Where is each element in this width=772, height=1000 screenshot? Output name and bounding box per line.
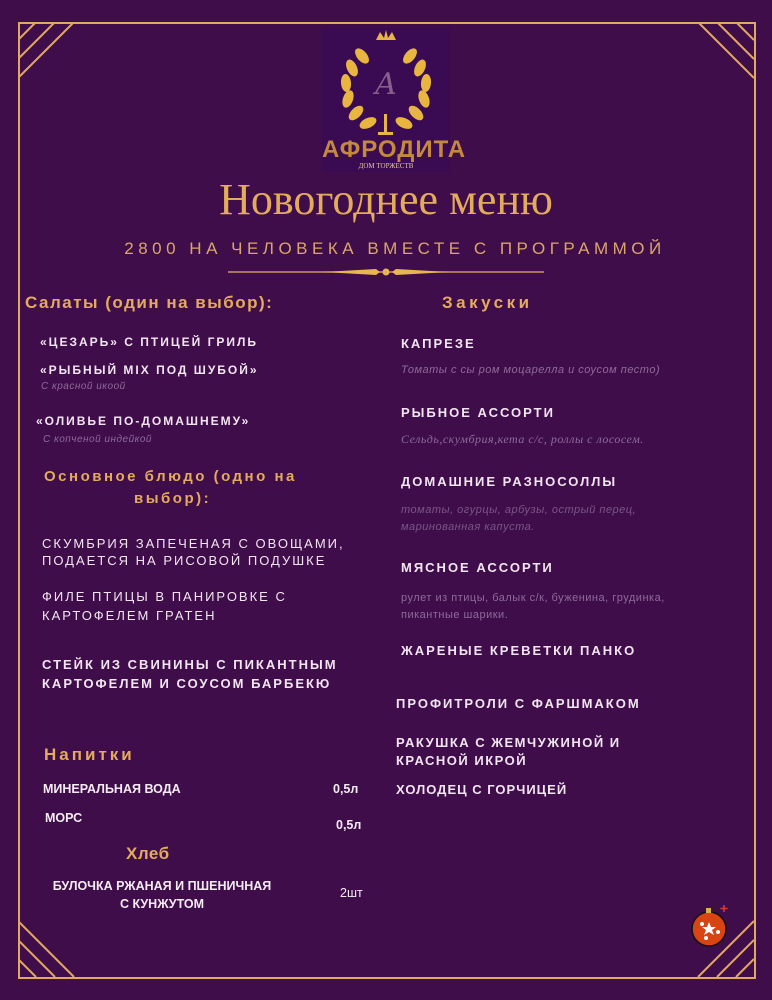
main-item-line: КАРТОФЕЛЕМ И СОУСОМ БАРБЕКЮ bbox=[42, 676, 332, 691]
bread-item-line: С КУНЖУТОМ bbox=[119, 897, 205, 911]
logo-subtitle: ДОМ ТОРЖЕСТВ bbox=[358, 162, 414, 170]
christmas-ornament-icon bbox=[686, 900, 730, 950]
appetizer-desc bbox=[401, 502, 636, 536]
appetizer-item: ХОЛОДЕЦ С ГОРЧИЦЕЙ bbox=[396, 782, 568, 797]
appetizer-desc-line: пикантные шарики. bbox=[401, 609, 509, 621]
main-item-line: ПОДАЕТСЯ НА РИСОВОЙ ПОДУШКЕ bbox=[42, 553, 327, 568]
mains-heading-2: выбор): bbox=[134, 490, 212, 507]
bread-item-line: БУЛОЧКА РЖАНАЯ И ПШЕНИЧНАЯ bbox=[52, 879, 272, 893]
appetizer-item: КАПРЕЗЕ bbox=[401, 336, 476, 351]
bread-qty: 2шт bbox=[340, 886, 363, 900]
salad-item: «ОЛИВЬЕ ПО-ДОМАШНЕМУ» bbox=[36, 414, 251, 428]
appetizer-item-line: РАКУШКА С ЖЕМЧУЖИНОЙ И bbox=[396, 735, 621, 750]
appetizer-item bbox=[396, 734, 621, 770]
bread-heading: Хлеб bbox=[126, 844, 170, 863]
appetizer-desc bbox=[401, 590, 665, 624]
appetizer-item-line: КРАСНОЙ ИКРОЙ bbox=[396, 753, 528, 768]
salad-desc: С копченой индейкой bbox=[43, 434, 152, 445]
appetizer-item: ДОМАШНИЕ РАЗНОСОЛЛЫ bbox=[401, 474, 618, 489]
appetizer-desc-line: рулет из птицы, балык с/к, буженина, грудинка, bbox=[401, 592, 665, 604]
salad-item: «РЫБНЫЙ MIX ПОД ШУБОЙ» bbox=[40, 363, 259, 377]
appetizer-desc: Сельдь,скумбрия,кета с/с, роллы с лососем. bbox=[401, 432, 644, 446]
main-item bbox=[42, 587, 287, 625]
appetizer-item: РЫБНОЕ АССОРТИ bbox=[401, 405, 555, 420]
drink-name: МИНЕРАЛЬНАЯ ВОДА bbox=[43, 782, 181, 796]
salads-heading: Салаты (один на выбор): bbox=[25, 293, 274, 312]
main-item-line: КАРТОФЕЛЕМ ГРАТЕН bbox=[42, 608, 217, 623]
drink-qty: 0,5л bbox=[336, 818, 362, 832]
appetizer-desc-line: томаты, огурцы, арбузы, острый перец, bbox=[401, 504, 637, 516]
logo-monogram: A bbox=[375, 67, 397, 102]
corner-ornament-top-right bbox=[696, 22, 754, 82]
salad-item: «ЦЕЗАРЬ» С ПТИЦЕЙ ГРИЛЬ bbox=[40, 335, 259, 349]
appetizer-desc: Томаты с сы ром моцарелла и соусом песто) bbox=[401, 364, 661, 376]
drink-qty: 0,5л bbox=[333, 782, 359, 796]
drink-name: МОРС bbox=[45, 811, 83, 825]
drinks-heading: Напитки bbox=[44, 745, 135, 764]
divider-ornament bbox=[228, 265, 544, 279]
page-title: Новогоднее меню bbox=[219, 175, 553, 224]
main-item-line: СТЕЙК ИЗ СВИНИНЫ С ПИКАНТНЫМ bbox=[42, 657, 338, 672]
appetizer-item: ПРОФИТРОЛИ С ФАРШМАКОМ bbox=[396, 696, 641, 711]
appetizers-heading: Закуски bbox=[442, 293, 533, 312]
bread-item bbox=[42, 877, 282, 913]
appetizer-item: ЖАРЕНЫЕ КРЕВЕТКИ ПАНКО bbox=[401, 643, 637, 658]
logo-name: АФРОДИТА bbox=[322, 136, 467, 163]
corner-ornament-bottom-left bbox=[18, 919, 78, 977]
main-item bbox=[42, 655, 338, 693]
main-item-line: СКУМБРИЯ ЗАПЕЧЕНАЯ С ОВОЩАМИ, bbox=[42, 536, 345, 551]
logo bbox=[322, 28, 467, 172]
corner-ornament-top-left bbox=[18, 22, 78, 82]
main-item bbox=[42, 535, 345, 569]
appetizer-item: МЯСНОЕ АССОРТИ bbox=[401, 560, 554, 575]
mains-heading: Основное блюдо (одно на bbox=[44, 468, 297, 485]
price-subtitle: 2800 НА ЧЕЛОВЕКА ВМЕСТЕ С ПРОГРАММОЙ bbox=[124, 239, 666, 258]
appetizer-desc-line: маринованная капуста. bbox=[401, 521, 535, 533]
salad-desc: С красной икоой bbox=[41, 381, 126, 392]
main-item-line: ФИЛЕ ПТИЦЫ В ПАНИРОВКЕ С bbox=[42, 589, 287, 604]
